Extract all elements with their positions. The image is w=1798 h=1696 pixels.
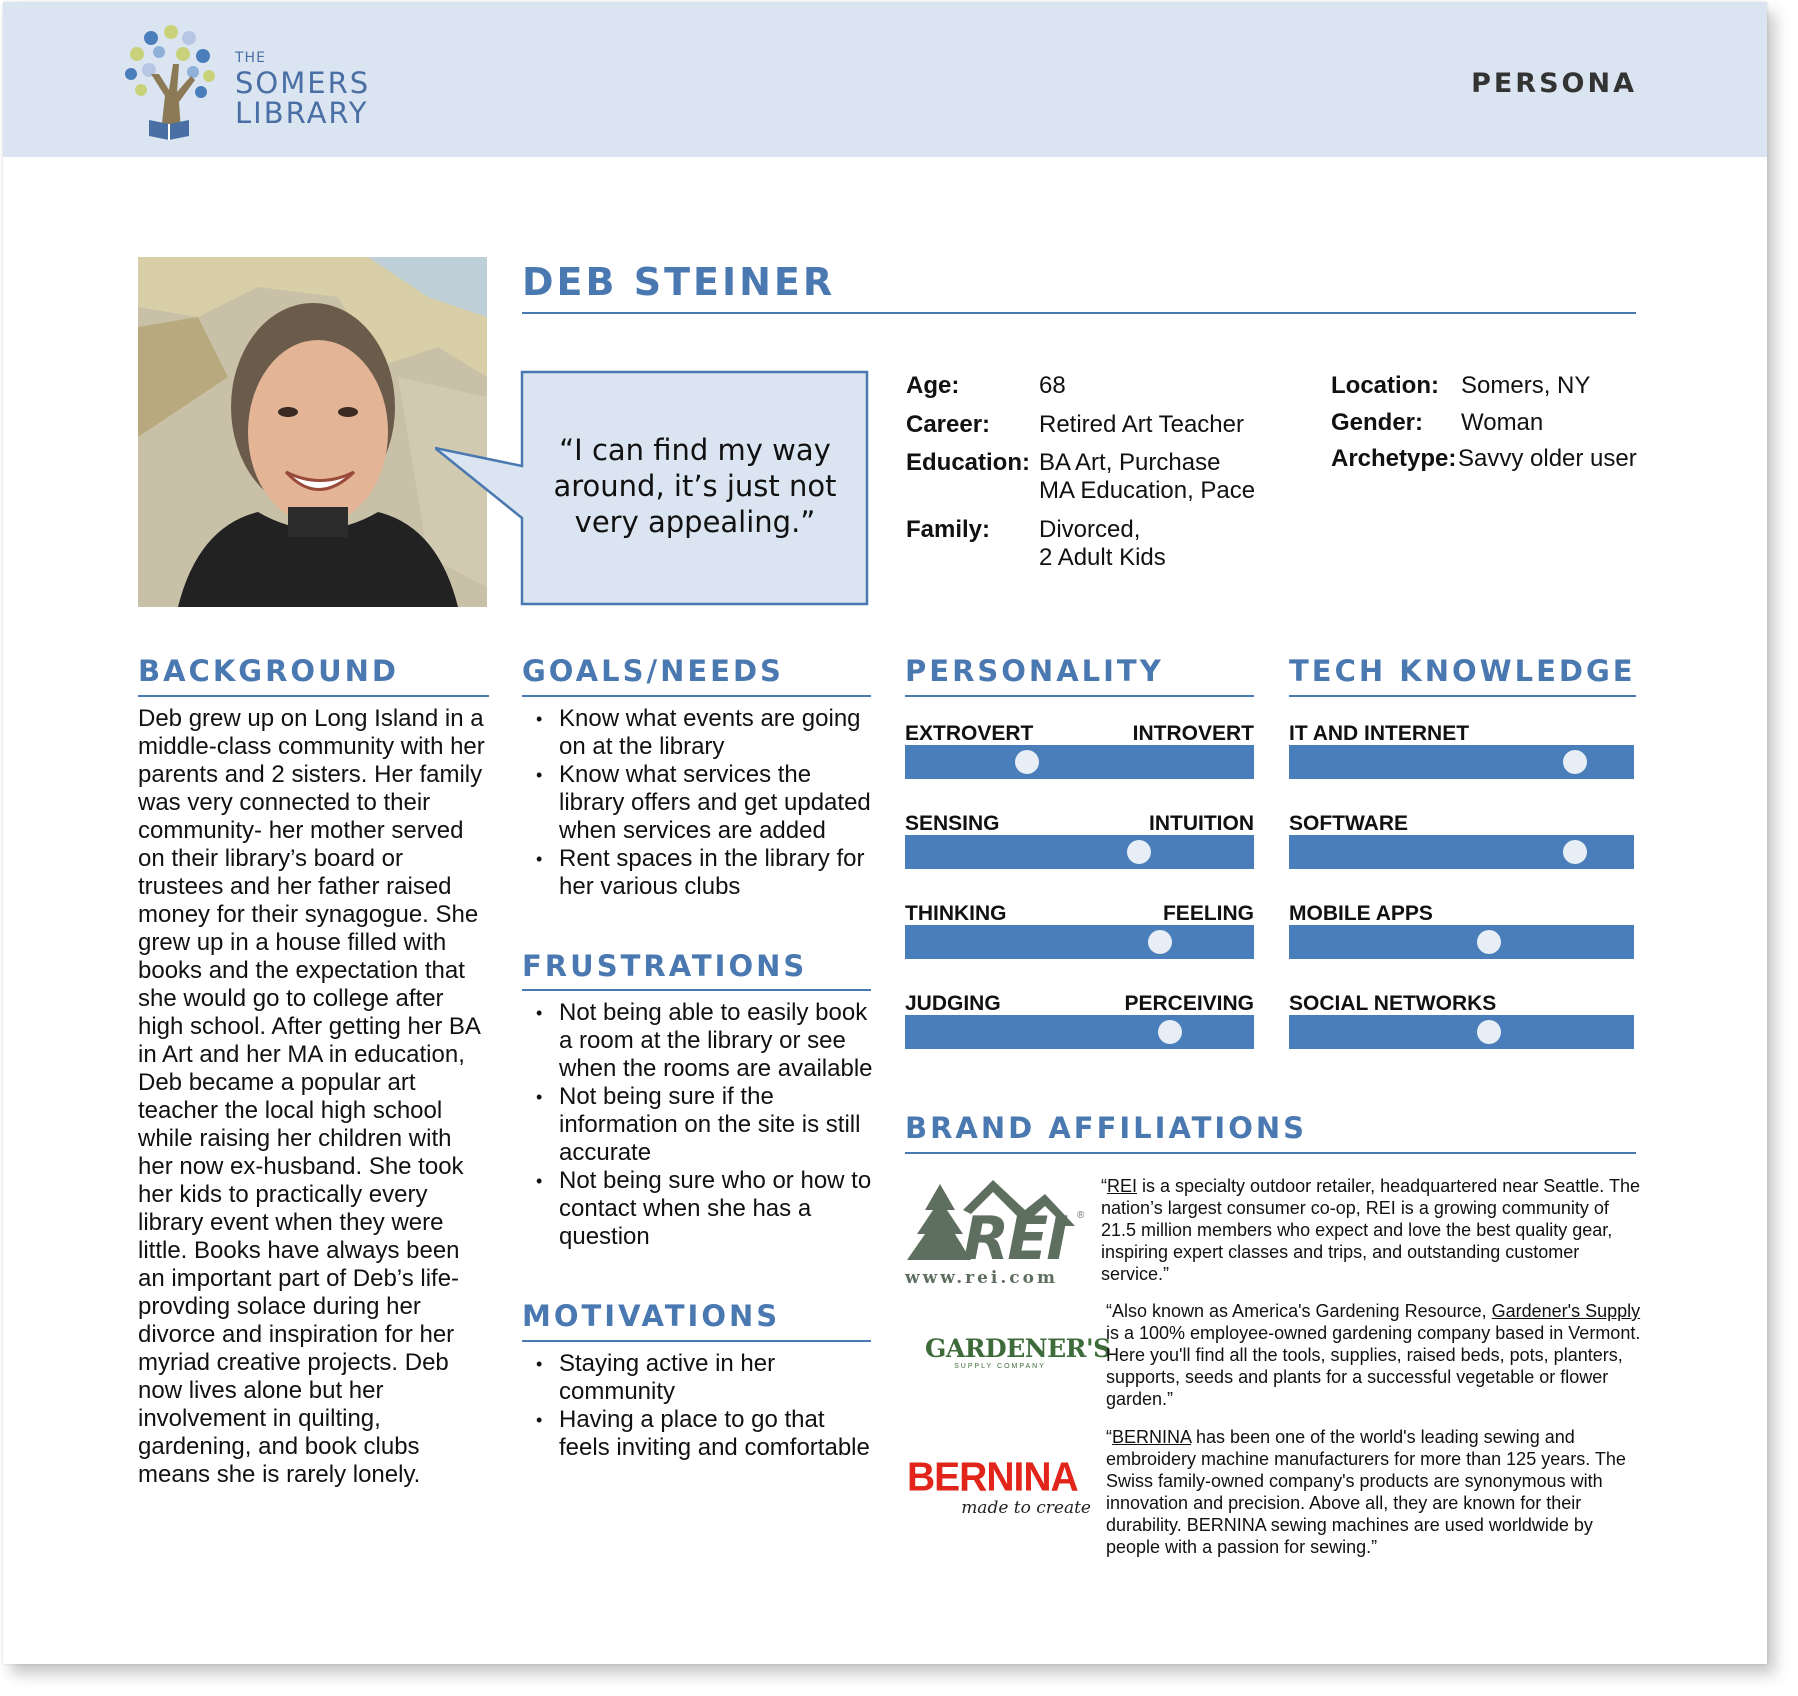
gardeners-wordmark: GARDENER'S: [925, 1334, 1111, 1363]
logo-library: LIBRARY: [235, 96, 369, 130]
list-item: • Staying active in her community: [522, 1350, 874, 1406]
personality-left-label: THINKING: [905, 902, 1007, 925]
bernina-link[interactable]: BERNINA: [1112, 1427, 1192, 1447]
bernina-logo: [907, 1454, 1091, 1520]
scale-knob: [1148, 930, 1172, 954]
tech-label: IT AND INTERNET: [1289, 722, 1470, 745]
logo-somers: SOMERS: [235, 66, 371, 100]
age-value: 68: [1039, 372, 1066, 399]
bernina-description-text: has been one of the world's leading sewing and embroidery machine manufacturers for more than 125 years. The Swiss family-owned company's products are synonymous with innovation and precision. Above all, they are known for their durability. BERNINA sewing machines are used worldwide by people with a passion for sewing.”: [1106, 1427, 1626, 1557]
motivations-list: [522, 1350, 874, 1462]
gardeners-description: [1106, 1300, 1641, 1410]
personality-scale-bar: [905, 925, 1254, 959]
logo-the: THE: [235, 50, 266, 66]
rei-wordmark: REI: [963, 1204, 1067, 1274]
family-value-2: 2 Adult Kids: [1039, 544, 1166, 571]
gardeners-logo: [925, 1334, 1111, 1380]
bernina-description: [1106, 1426, 1646, 1558]
education-value-2: MA Education, Pace: [1039, 477, 1256, 504]
persona-quote: “I can find my way around, it’s just not very appealing.”: [553, 433, 837, 539]
goals-divider: [522, 695, 871, 697]
scale-knob: [1477, 930, 1501, 954]
scale-knob: [1015, 750, 1039, 774]
rei-logo: [905, 1170, 1090, 1288]
document-type-label: PERSONA: [1471, 68, 1637, 99]
gardeners-description-text: is a 100% employee-owned gardening company based in Vermont. Here you'll find all the tools, supplies, raised beds, pots, planters, supports, seeds and plants for a successful vegetable or flower garden.”: [1106, 1323, 1641, 1409]
tech-label: SOFTWARE: [1289, 812, 1408, 835]
family-label: Family:: [906, 516, 991, 543]
gardeners-subtitle: SUPPLY COMPANY: [954, 1363, 1046, 1370]
gender-label: Gender:: [1331, 409, 1424, 436]
goals-title: GOALS/NEEDS: [522, 654, 784, 688]
persona-name: DEB STEINER: [522, 260, 836, 304]
motivations-title: MOTIVATIONS: [522, 1299, 781, 1333]
tech-label: MOBILE APPS: [1289, 902, 1433, 925]
career-label: Career:: [906, 411, 991, 438]
tech-scale-bar: [1289, 925, 1634, 959]
career-value: Retired Art Teacher: [1039, 411, 1244, 438]
education-value-1: BA Art, Purchase: [1039, 449, 1221, 476]
archetype-label: Archetype:: [1331, 445, 1457, 472]
list-item: • Not being sure who or how to contact when she has a question: [522, 1167, 874, 1251]
bernina-tagline: made to create: [961, 1498, 1091, 1518]
age-label: Age:: [906, 372, 960, 399]
education-label: Education:: [906, 449, 1030, 476]
frustrations-title: FRUSTRATIONS: [522, 949, 808, 983]
personality-scale-bar: [905, 1015, 1254, 1049]
goals-list: [522, 705, 874, 901]
frustrations-list: [522, 999, 874, 1251]
tech-scale-bar: [1289, 1015, 1634, 1049]
gardeners-link[interactable]: Gardener's Supply: [1491, 1301, 1641, 1321]
personality-divider: [905, 695, 1254, 697]
personality-left-label: JUDGING: [905, 992, 1001, 1015]
tech-scale-bar: [1289, 745, 1634, 779]
archetype-value: Savvy older user: [1458, 445, 1637, 472]
personality-scale-bar: [905, 835, 1254, 869]
brands-divider: [905, 1152, 1636, 1154]
personality-right-label: FEELING: [1162, 902, 1254, 925]
name-divider: [522, 312, 1636, 314]
bernina-wordmark: BERNINA: [907, 1454, 1078, 1501]
personality-title: PERSONALITY: [905, 654, 1164, 688]
list-item: • Not being sure if the information on the site is still accurate: [522, 1083, 874, 1167]
scale-knob: [1127, 840, 1151, 864]
tree-logo-icon: [121, 24, 217, 142]
header-band: [3, 2, 1767, 157]
tech-divider: [1289, 695, 1636, 697]
list-item: • Having a place to go that feels inviting and comfortable: [522, 1406, 874, 1462]
list-item: • Know what services the library offers and get updated when services are added: [522, 761, 874, 845]
personality-right-label: INTROVERT: [1132, 722, 1254, 745]
personality-right-label: PERCEIVING: [1124, 992, 1254, 1015]
rei-url: www.rei.com: [905, 1268, 1058, 1288]
location-label: Location:: [1331, 372, 1439, 399]
quote-mark: “: [1101, 1176, 1107, 1196]
rei-registered-mark: ®: [1077, 1210, 1085, 1221]
list-item: • Know what events are going on at the library: [522, 705, 874, 761]
scale-knob: [1563, 840, 1587, 864]
background-divider: [138, 695, 489, 697]
scale-knob: [1158, 1020, 1182, 1044]
scale-knob: [1477, 1020, 1501, 1044]
tech-title: TECH KNOWLEDGE: [1289, 654, 1636, 688]
gender-value: Woman: [1461, 409, 1544, 436]
scale-knob: [1563, 750, 1587, 774]
location-value: Somers, NY: [1461, 372, 1591, 399]
personality-right-label: INTUITION: [1149, 812, 1254, 835]
personality-scale-bar: [905, 745, 1254, 779]
tech-label: SOCIAL NETWORKS: [1289, 992, 1497, 1015]
family-value-1: Divorced,: [1039, 516, 1141, 543]
rei-link[interactable]: REI: [1107, 1176, 1138, 1196]
background-text: Deb grew up on Long Island in a middle-class community with her parents and 2 sisters. Her family was very connected to their community- her mother served on their library’s board or trustees and her father raised money for their synagogue. She grew up in a house filled with books and the expectation that she would go to college after high school. After getting her BA in Art and her MA in education, Deb became a popular art teacher the local high school while raising her children with her now ex-husband. She took her kids to practically every library event when they were little. Books have always been an important part of Deb’s life- provding solace during her divorce and inspiration for her myriad creative projects. Deb now lives alone but her involvement in quilting, gardening, and book clubs means she is rarely lonely.: [138, 705, 485, 1488]
list-item: • Not being able to easily book a room at the library or see when the rooms are available: [522, 999, 874, 1083]
quote-mark: “: [1106, 1427, 1112, 1447]
rei-description-text: is a specialty outdoor retailer, headquartered near Seattle. The nation’s largest consumer co-op, REI is a growing community of 21.5 million members who expect and love the best quality gear, inspiring expert classes and trips, and outstanding customer service.”: [1101, 1176, 1640, 1284]
rei-description: [1101, 1175, 1641, 1285]
background-title: BACKGROUND: [138, 654, 399, 688]
list-item: • Rent spaces in the library for her various clubs: [522, 845, 874, 901]
persona-sheet: [3, 2, 1767, 1664]
motivations-divider: [522, 1340, 871, 1342]
personality-left-label: SENSING: [905, 812, 1000, 835]
tech-scale-bar: [1289, 835, 1634, 869]
gardeners-description-lead: “Also known as America's Gardening Resource,: [1106, 1301, 1492, 1321]
frustrations-divider: [522, 989, 871, 991]
brands-title: BRAND AFFILIATIONS: [905, 1111, 1308, 1145]
personality-left-label: EXTROVERT: [905, 722, 1034, 745]
